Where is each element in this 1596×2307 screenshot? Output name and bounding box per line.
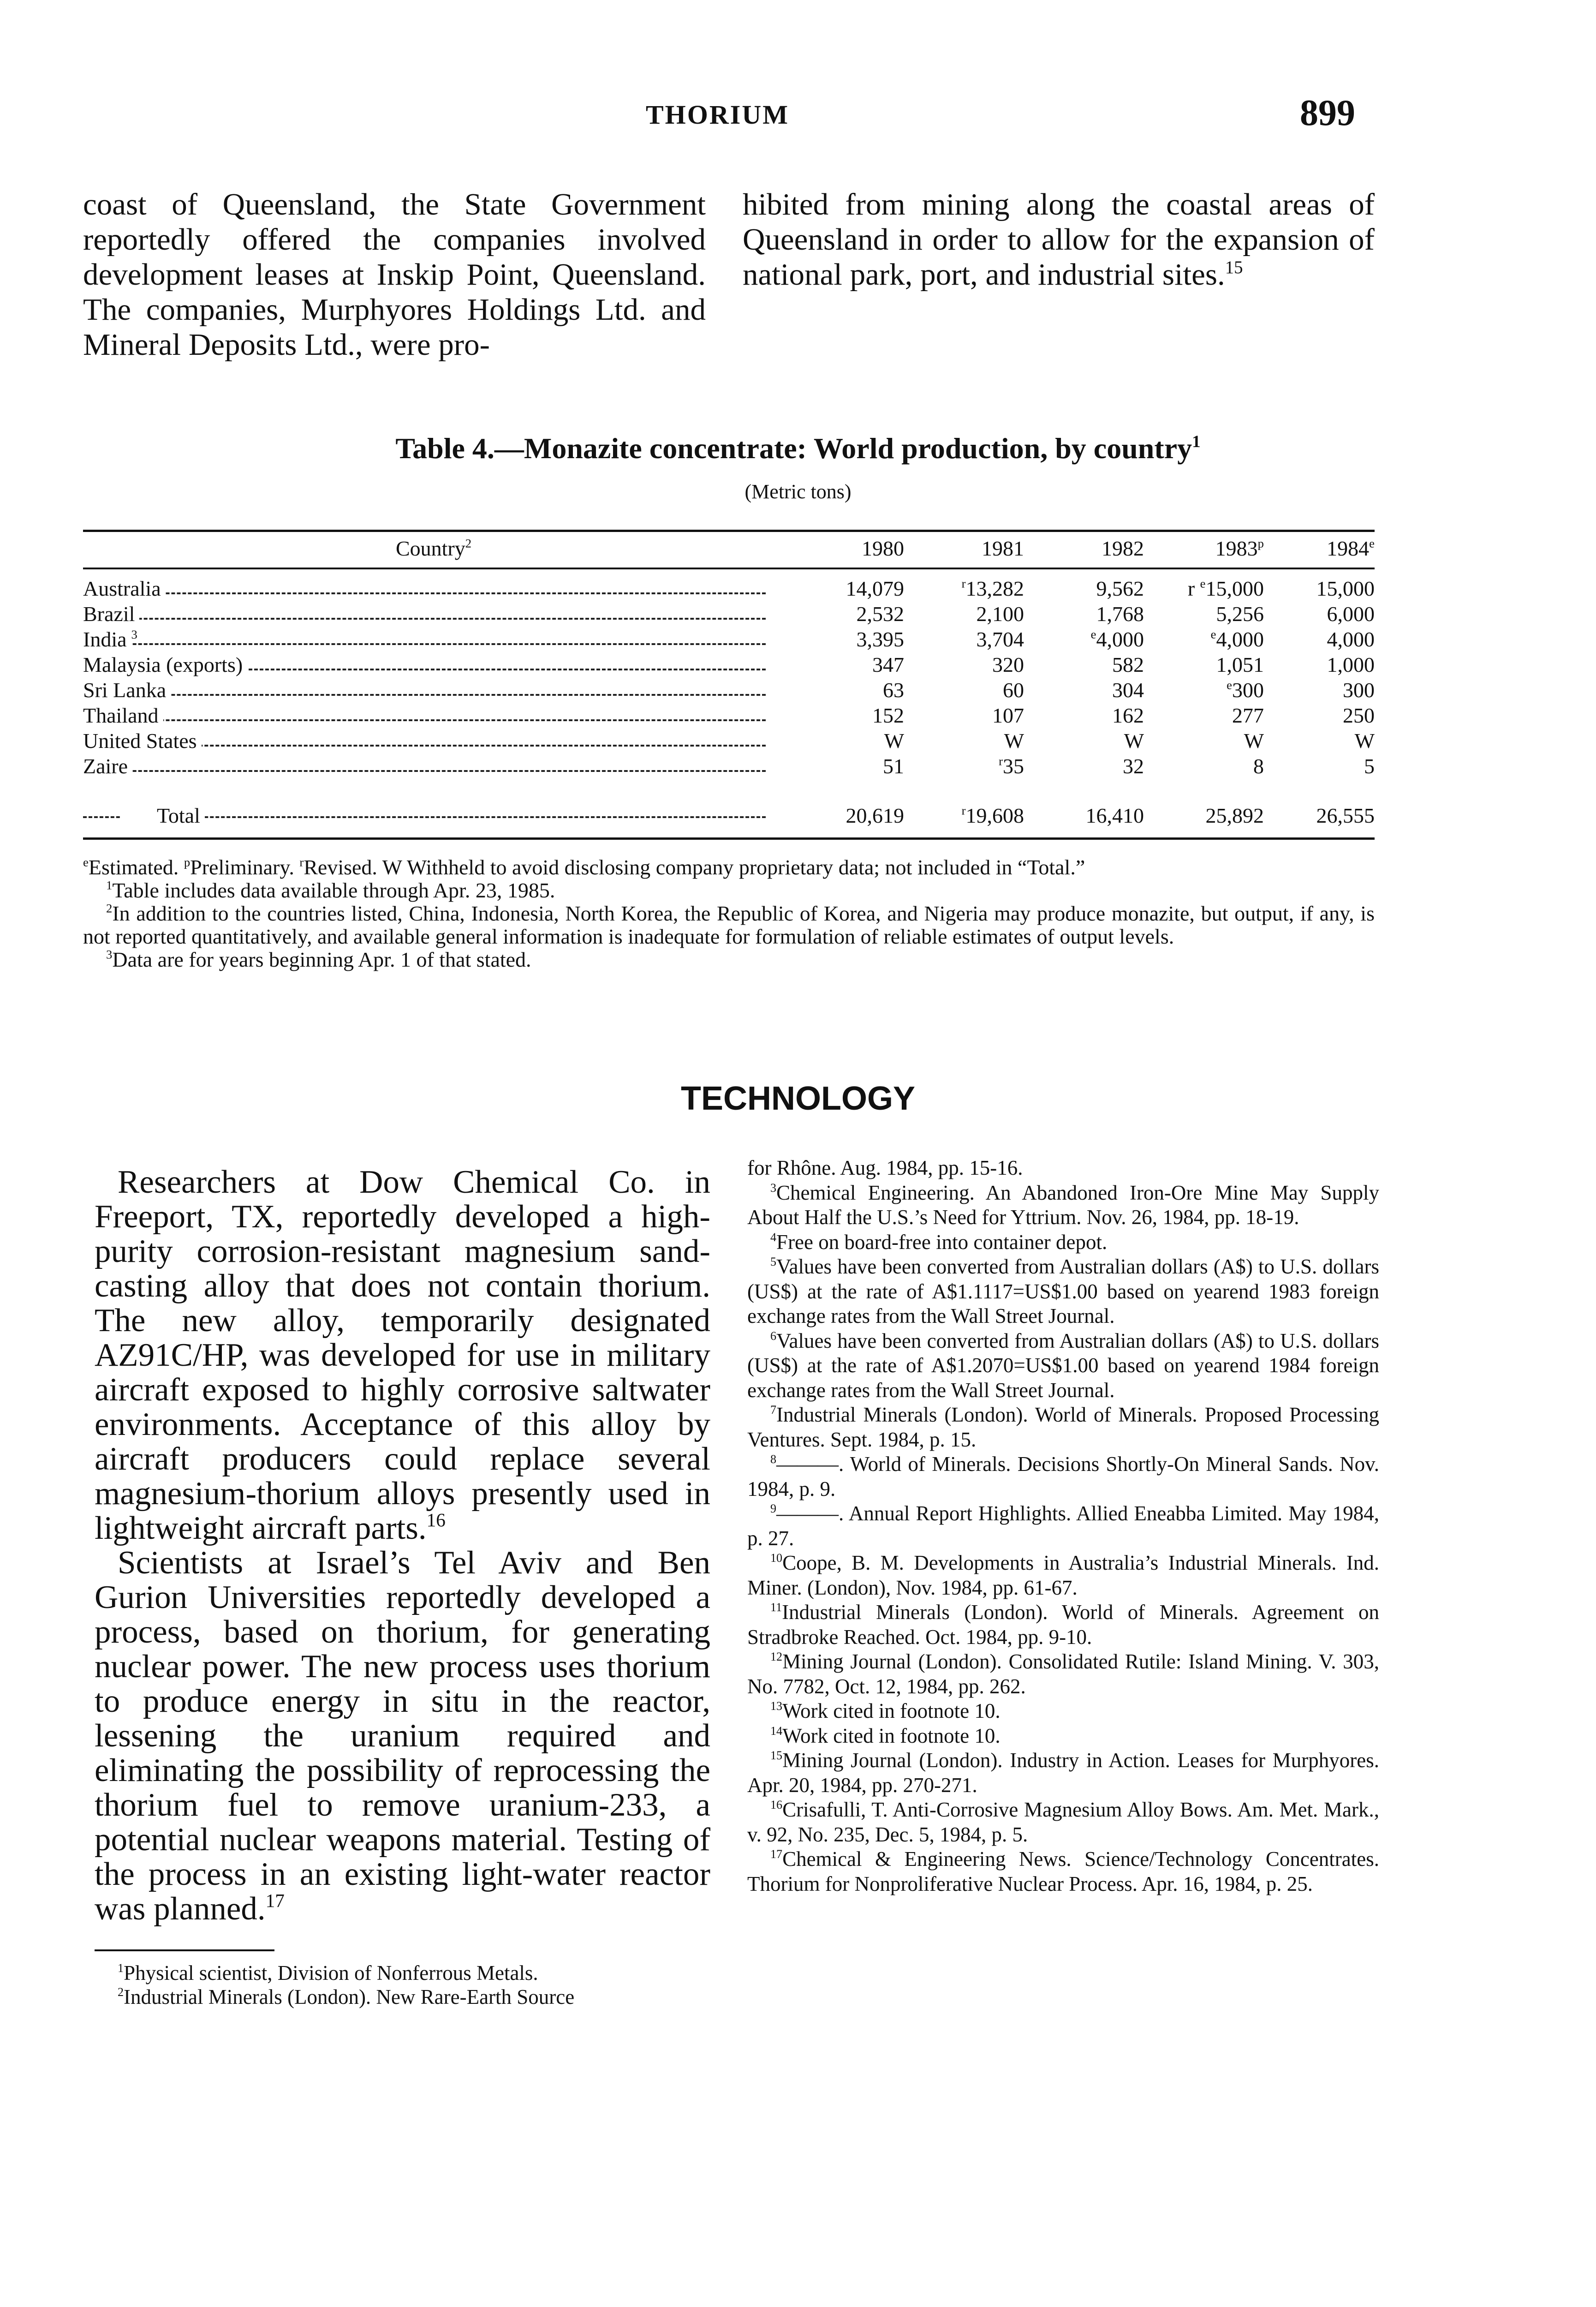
table-note: $^2$In addition to the countries listed, China, Indonesia, North Korea, the Republic of Korea, and Nigeria may produce monazite, but output, if any, is not reported quantitatively, and available general information is inadequate for formulation of reliable estimates of output levels. (83, 901, 1375, 948)
country-cell (83, 728, 784, 753)
col-header-1982: 1982 (1102, 537, 1144, 560)
footnote (747, 1255, 1379, 1329)
country-name: Sri Lanka (83, 678, 171, 702)
footnote-number: 13 (770, 1699, 783, 1713)
footnote (747, 1230, 1379, 1255)
table-note: $^3$Data are for years beginning Apr. 1 of that stated. (106, 947, 531, 971)
country-name: Zaire (83, 754, 132, 778)
table-row (83, 703, 1375, 728)
value-cell-1983: r $^e$15,000 (1187, 576, 1264, 600)
value-cell-1983: 5,256 (1216, 602, 1264, 626)
value-cell-1982: 304 (1112, 678, 1144, 702)
col-header-1984-mark: e (1369, 536, 1375, 550)
value-cell-1984: 300 (1343, 678, 1375, 702)
technology-body (95, 1165, 710, 1926)
table-note: $^1$Table includes data available through Apr. 23, 1985. (106, 878, 555, 902)
footnote-text: Chemical Engineering. An Abandoned Iron-Ore Mine May Supply About Half the U.S.’s Need for Yttrium. Nov. 26, 1984, pp. 18-19. (747, 1181, 1379, 1229)
country-cell (83, 703, 784, 728)
col-header-1981: 1981 (982, 537, 1024, 560)
spacer-row (83, 567, 1375, 576)
intro-left-column (83, 187, 706, 362)
footnote-ref: 1 (1192, 432, 1201, 451)
value-cell-1980: 347 (872, 653, 904, 676)
table-header-row (83, 531, 1375, 567)
total-1980: 20,619 (846, 804, 904, 827)
value-cell-1983: 8 (1253, 754, 1264, 778)
footnote-text: ———. World of Minerals. Decisions Shortly-On Mineral Sands. Nov. 1984, p. 9. (747, 1452, 1379, 1500)
value-cell-1980: 51 (883, 754, 904, 778)
footnote-number: 15 (770, 1749, 783, 1763)
table-row (83, 576, 1375, 601)
value-cell-1980: 152 (872, 704, 904, 727)
table-subtitle: (Metric tons) (744, 480, 852, 503)
value-cell-1981: 2,100 (976, 602, 1024, 626)
technology-paragraph-1 (95, 1165, 710, 1546)
value-cell-1982: W (1124, 729, 1144, 753)
gap-row (83, 779, 1375, 800)
value-cell-1984: 250 (1343, 704, 1375, 727)
footnote-text: Physical scientist, Division of Nonferrous Metals. (124, 1961, 538, 1984)
table-row (83, 601, 1375, 627)
page-number: 899 (1300, 93, 1355, 133)
spacer-cell (83, 567, 1375, 576)
col-header-country (83, 531, 784, 567)
value-cell-1981: 107 (992, 704, 1024, 727)
footnote-text: Industrial Minerals (London). New Rare-Earth Source (124, 1985, 575, 2008)
value-cell-1982: 1,768 (1096, 602, 1144, 626)
value-cell-1981: 60 (1003, 678, 1024, 702)
footnote-number: 5 (770, 1255, 777, 1269)
footnote-number: 4 (770, 1230, 777, 1244)
footnote-text: Values have been converted from Australian dollars (A$) to U.S. dollars (US$) at the rate of A$1.1117=US$1.00 based on yearend 1983 foreign exchange rates from the Wall Street Journal. (747, 1255, 1379, 1327)
value-cell-1983: 277 (1232, 704, 1264, 727)
total-label-wrap (83, 800, 766, 832)
footnote-number: 12 (770, 1650, 783, 1664)
technology-paragraph-1-text: Researchers at Dow Chemical Co. in Freeport, TX, reportedly developed a high-purity corrosion-resistant magnesium sand-casting alloy that does not contain thorium. The new alloy, temporarily designated AZ91C/HP, was developed for use in military aircraft exposed to highly corrosive saltwater environments. Acceptance of this alloy by aircraft producers could replace several magnesium-thorium alloys presently used in lightweight aircraft parts. (95, 1164, 710, 1546)
footnote (747, 1600, 1379, 1650)
country-name: India (83, 628, 131, 651)
footnote (747, 1724, 1379, 1749)
footnote-text: Industrial Minerals (London). World of Minerals. Agreement on Stradbroke Reached. Oct. 1984, pp. 9-10. (747, 1601, 1379, 1649)
table-row (83, 627, 1375, 652)
value-cell-1984: 6,000 (1327, 602, 1375, 626)
footnote-text: Free on board-free into container depot. (776, 1230, 1108, 1254)
value-cell-1984: 15,000 (1316, 577, 1375, 600)
country-name: Australia (83, 577, 166, 600)
table-bottom-rule (83, 837, 1375, 840)
footnote (747, 1798, 1379, 1847)
footnote-text: for Rhône. Aug. 1984, pp. 15-16. (747, 1156, 1023, 1179)
intro-left-text: coast of Queensland, the State Government reportedly offered the companies involved development leases at Inskip Point, Queensland. The companies, Murphyores Holdings Ltd. and Mineral Deposits Ltd., were pro- (83, 187, 706, 362)
col-header-1983-mark: p (1257, 536, 1264, 550)
footnote-text: Work cited in footnote 10. (782, 1699, 1000, 1722)
value-cell-1983: W (1244, 729, 1264, 753)
value-cell-1982: 32 (1123, 754, 1144, 778)
country-cell (83, 601, 784, 627)
table-body (83, 576, 1375, 779)
value-cell-1984: 5 (1364, 754, 1375, 778)
footnote-number: 1 (118, 1961, 124, 1975)
footnote-ref: 3 (131, 627, 137, 641)
country-cell-wrap (83, 652, 766, 677)
value-cell-1981: 320 (992, 653, 1024, 676)
col-header-1984 (1264, 531, 1375, 567)
country-cell-wrap (83, 703, 766, 728)
footnote-text: Work cited in footnote 10. (782, 1724, 1000, 1747)
value-cell-1983: $^e$300 (1227, 678, 1264, 702)
table-row (83, 753, 1375, 779)
value-cell-1984: 4,000 (1327, 628, 1375, 651)
total-1981: $^r$19,608 (961, 803, 1024, 827)
col-header-1984-text: 1984 (1327, 537, 1370, 560)
footnote (747, 1748, 1379, 1798)
country-cell (83, 677, 784, 703)
footnote-number: 9 (770, 1502, 777, 1516)
value-cell-1983: $^e$4,000 (1210, 627, 1264, 651)
country-cell (83, 753, 784, 779)
value-cell-1981: W (1004, 729, 1024, 753)
country-cell-wrap (83, 677, 766, 703)
value-cell-1980: 63 (883, 678, 904, 702)
gap-cell (83, 779, 1375, 800)
section-heading-technology: TECHNOLOGY (680, 1080, 915, 1117)
footnote-ref: 16 (426, 1509, 446, 1531)
country-cell-wrap (83, 728, 766, 753)
value-cell-1981: $^r$35 (999, 754, 1024, 778)
value-cell-1982: $^e$4,000 (1090, 627, 1144, 651)
footnote-number: 6 (770, 1329, 777, 1343)
footnote (747, 1329, 1379, 1403)
footnote (747, 1403, 1379, 1452)
footnote-number: 17 (770, 1847, 783, 1861)
table-row (83, 677, 1375, 703)
footnote-ref: 17 (265, 1890, 285, 1912)
table-row (83, 652, 1375, 677)
footnote-number: 3 (770, 1181, 777, 1195)
col-header-1983-text: 1983 (1215, 537, 1258, 560)
technology-paragraph-2 (95, 1546, 710, 1926)
country-cell (83, 652, 784, 677)
value-cell-1980: 2,532 (856, 602, 904, 626)
total-1982: 16,410 (1085, 804, 1144, 827)
total-1983: 25,892 (1205, 804, 1264, 827)
intro-right-text: hibited from mining along the coastal areas of Queensland in order to allow for the expansion of national park, port, and industrial sites. (743, 187, 1375, 292)
footnote-text: Industrial Minerals (London). World of Minerals. Proposed Processing Ventures. Sept. 1984, p. 15. (747, 1403, 1379, 1451)
value-cell-1982: 162 (1112, 704, 1144, 727)
country-name: United States (83, 729, 202, 753)
footnote (95, 1985, 710, 2009)
footnote-number: 7 (770, 1403, 777, 1417)
footnote-number: 14 (770, 1724, 783, 1738)
footnote (747, 1847, 1379, 1896)
footnotes-right (747, 1156, 1379, 1896)
value-cell-1981: 3,704 (976, 628, 1024, 651)
value-cell-1984: 1,000 (1327, 653, 1375, 676)
footnote-number: 11 (770, 1601, 782, 1614)
footnote-text: Values have been converted from Australian dollars (A$) to U.S. dollars (US$) at the rate of A$1.2070=US$1.00 based on yearend 1984 foreign exchange rates from the Wall Street Journal. (747, 1329, 1379, 1402)
value-cell-1980: 3,395 (856, 628, 904, 651)
country-cell-wrap (83, 627, 766, 652)
value-cell-1983: 1,051 (1216, 653, 1264, 676)
footnote (747, 1699, 1379, 1724)
footnote (747, 1181, 1379, 1230)
col-header-country-text: Country (395, 537, 465, 560)
footnote (95, 1961, 710, 1985)
col-header-1980: 1980 (862, 537, 904, 560)
footnotes-left (95, 1961, 710, 2009)
footnote-number: 16 (770, 1798, 783, 1812)
footnote (747, 1551, 1379, 1600)
footnote-rule (95, 1949, 274, 1951)
total-1984: 26,555 (1316, 804, 1375, 827)
value-cell-1982: 582 (1112, 653, 1144, 676)
footnote (747, 1501, 1379, 1551)
footnote-number: 10 (770, 1551, 783, 1565)
footnote-text: ———. Annual Report Highlights. Allied Eneabba Limited. May 1984, p. 27. (747, 1502, 1379, 1550)
table-note: $^e$Estimated. $^p$Preliminary. $^r$Revised. W Withheld to avoid disclosing company proprietary data; not included in “Total.” (83, 855, 1085, 879)
footnote-text: Mining Journal (London). Consolidated Rutile: Island Mining. V. 303, No. 7782, Oct. 12, 1984, pp. 262. (747, 1650, 1379, 1698)
country-cell-wrap (83, 576, 766, 601)
country-name: Malaysia (exports) (83, 653, 247, 676)
table-caption (0, 431, 1596, 466)
value-cell-1980: W (884, 729, 904, 753)
total-label: Total (120, 804, 205, 827)
production-table (83, 531, 1375, 832)
country-cell (83, 627, 784, 652)
country-name: Brazil (83, 602, 139, 626)
value-cell-1982: 9,562 (1096, 577, 1144, 600)
footnote-number: 8 (770, 1452, 777, 1466)
value-cell-1981: $^r$13,282 (961, 576, 1024, 600)
footnote (747, 1650, 1379, 1699)
footnote-text: Coope, B. M. Developments in Australia’s Industrial Minerals. Ind. Miner. (London), Nov. 1984, pp. 61-67. (747, 1551, 1379, 1599)
value-cell-1984: W (1354, 729, 1375, 753)
intro-right-paragraph (743, 187, 1375, 292)
total-row (83, 800, 1375, 832)
col-header-1983 (1144, 531, 1264, 567)
table-caption-text: Table 4.—Monazite concentrate: World production, by country (395, 432, 1192, 465)
value-cell-1980: 14,079 (846, 577, 904, 600)
total-label-cell (83, 800, 784, 832)
table-notes (83, 856, 1375, 971)
country-cell (83, 576, 784, 601)
technology-paragraph-2-text: Scientists at Israel’s Tel Aviv and Ben Gurion Universities reportedly developed a process, based on thorium, for generating nuclear power. The new process uses thorium to produce energy in situ in the reactor, lessening the uranium required and eliminating the possibility of reprocessing the thorium fuel to remove uranium-233, a potential nuclear weapons material. Testing of the process in an existing light-water reactor was planned. (95, 1545, 710, 1927)
footnote-text: Crisafulli, T. Anti-Corrosive Magnesium Alloy Bows. Am. Met. Mark., v. 92, No. 235, Dec. 5, 1984, p. 5. (747, 1798, 1379, 1846)
table-row (83, 728, 1375, 753)
intro-right-column (743, 187, 1375, 292)
footnote-ref: 2 (465, 536, 472, 550)
footnote-number: 2 (118, 1985, 124, 1999)
footnote-text: Chemical & Engineering News. Science/Technology Concentrates. Thorium for Nonproliferative Nuclear Process. Apr. 16, 1984, p. 25. (747, 1847, 1379, 1895)
footnote-ref: 15 (1225, 257, 1243, 277)
country-cell-wrap (83, 601, 766, 627)
footnote (747, 1452, 1379, 1501)
country-cell-wrap (83, 753, 766, 779)
footnote-text: Mining Journal (London). Industry in Action. Leases for Murphyores. Apr. 20, 1984, pp. 270-271. (747, 1749, 1379, 1797)
country-name: Thailand (83, 704, 163, 727)
running-title: THORIUM (646, 100, 789, 130)
footnote (747, 1156, 1379, 1181)
